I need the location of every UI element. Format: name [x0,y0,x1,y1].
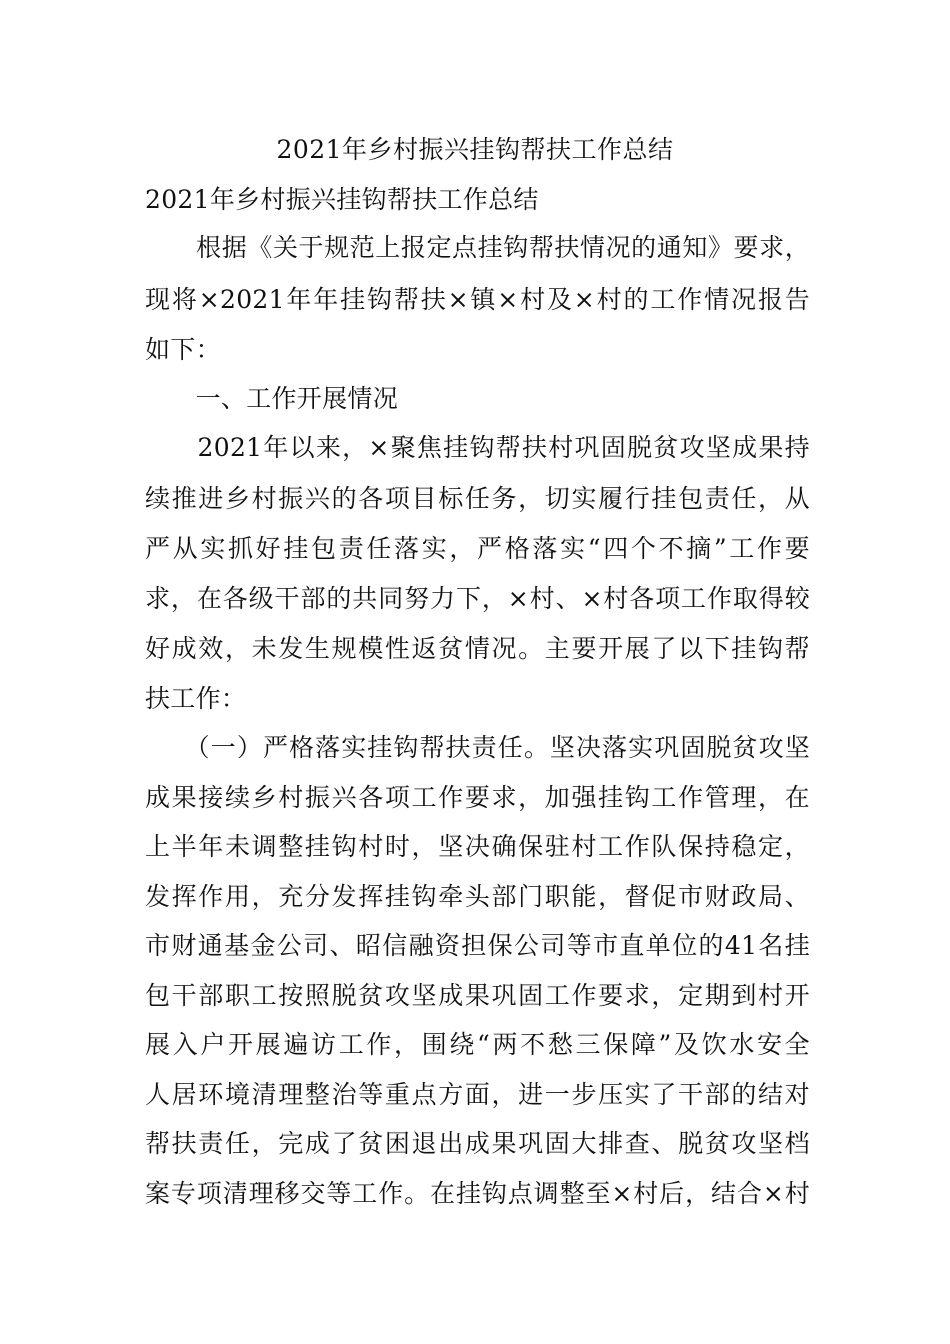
paragraph-line: 市财通基金公司、昭信融资担保公司等市直单位的41名挂 [145,931,810,960]
paragraph-line: 帮扶责任，完成了贫困退出成果巩固大排查、脱贫攻坚档 [145,1129,810,1158]
paragraph-line: 如下： [145,335,221,364]
paragraph-line: 案专项清理移交等工作。在挂钩点调整至×村后，结合×村 [145,1179,810,1208]
paragraph-line: （一）严格落实挂钩帮扶责任。坚决落实巩固脱贫攻坚 [145,733,810,762]
paragraph-line: 成果接续乡村振兴各项工作要求，加强挂钩工作管理，在 [145,783,810,812]
paragraph-line: 根据《关于规范上报定点挂钩帮扶情况的通知》要求， [145,233,810,262]
section-heading: 一、工作开展情况 [145,384,399,413]
paragraph-line: 发挥作用，充分发挥挂钩牵头部门职能，督促市财政局、 [145,882,810,911]
subtitle-line: 2021年乡村振兴挂钩帮扶工作总结 [145,185,539,214]
document-title: 2021年乡村振兴挂钩帮扶工作总结 [276,135,674,164]
paragraph-line: 展入户开展遍访工作，围绕“两不愁三保障”及饮水安全 [145,1030,810,1059]
paragraph-line: 2021年以来，×聚焦挂钩帮扶村巩固脱贫攻坚成果持 [145,433,810,462]
paragraph-line: 上半年未调整挂钩村时，坚决确保驻村工作队保持稳定， [145,832,810,861]
paragraph-line: 续推进乡村振兴的各项目标任务，切实履行挂包责任，从 [145,484,810,513]
paragraph-line: 求，在各级干部的共同努力下，×村、×村各项工作取得较 [145,584,810,613]
paragraph-line: 包干部职工按照脱贫攻坚成果巩固工作要求，定期到村开 [145,981,810,1010]
paragraph-line: 扶工作： [145,684,247,713]
paragraph-line: 严从实抓好挂包责任落实，严格落实“四个不摘”工作要 [145,534,810,563]
paragraph-line: 人居环境清理整治等重点方面，进一步压实了干部的结对 [145,1080,810,1109]
paragraph-line: 好成效，未发生规模性返贫情况。主要开展了以下挂钩帮 [145,634,810,663]
paragraph-line: 现将×2021年年挂钩帮扶×镇×村及×村的工作情况报告 [145,285,810,314]
